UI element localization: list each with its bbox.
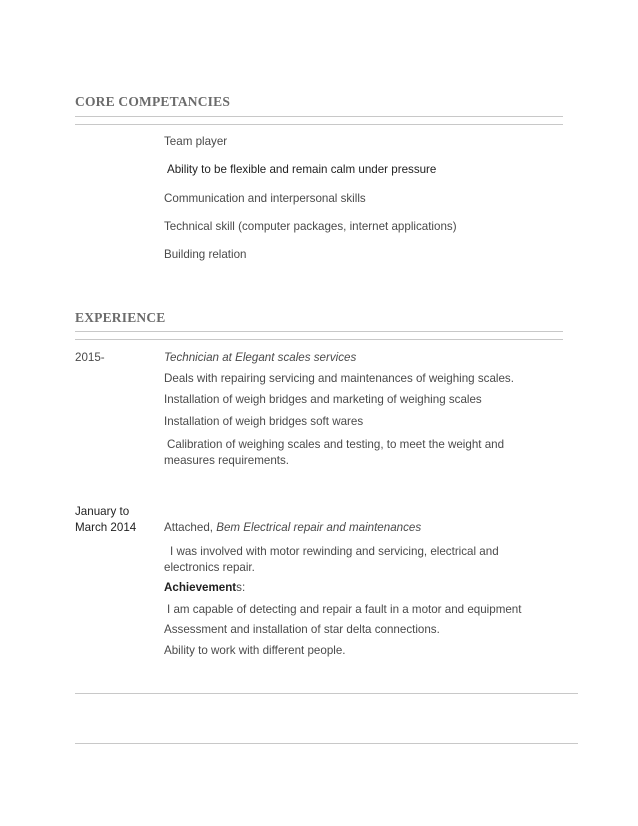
job-description: I was involved with motor rewinding and servicing, electrical and electronics repair. bbox=[164, 545, 499, 574]
job-title: Technician at Elegant scales services bbox=[164, 351, 357, 364]
achievement-item: Ability to work with different people. bbox=[164, 644, 346, 657]
section-divider bbox=[75, 116, 563, 117]
section-divider bbox=[75, 331, 563, 332]
section-divider bbox=[75, 124, 563, 125]
achievement-item: Assessment and installation of star delta connections. bbox=[164, 623, 440, 636]
achievements-label-bold: Achievement bbox=[164, 581, 237, 594]
job-date: 2015- bbox=[75, 351, 105, 364]
section-divider bbox=[75, 693, 578, 694]
competency-item: Communication and interpersonal skills bbox=[164, 192, 366, 205]
achievements-label bbox=[164, 581, 245, 594]
job-duty: Installation of weigh bridges soft wares bbox=[164, 415, 364, 428]
competency-item: Ability to be flexible and remain calm under pressure bbox=[167, 163, 437, 176]
job-duty: Installation of weigh bridges and marketing of weighing scales bbox=[164, 393, 482, 406]
achievement-item: I am capable of detecting and repair a fault in a motor and equipment bbox=[167, 603, 522, 616]
section-divider bbox=[75, 339, 563, 340]
job-duty: Calibration of weighing scales and testing, to meet the weight and measures requirements. bbox=[164, 438, 505, 467]
job-duty: Deals with repairing servicing and maintenances of weighing scales. bbox=[164, 372, 514, 385]
job-title bbox=[164, 521, 421, 534]
job-title-employer: Bem Electrical repair and maintenances bbox=[216, 521, 422, 534]
experience-heading: EXPERIENCE bbox=[75, 310, 166, 325]
competency-item: Technical skill (computer packages, internet applications) bbox=[164, 220, 457, 233]
job-title-prefix: Attached, bbox=[164, 521, 217, 534]
achievements-label-tail: s: bbox=[236, 581, 246, 594]
competency-item: Building relation bbox=[164, 248, 247, 261]
section-divider bbox=[75, 743, 578, 744]
job-date: January to bbox=[75, 505, 130, 518]
core-competencies-heading: CORE COMPETANCIES bbox=[75, 94, 231, 109]
competency-item: Team player bbox=[164, 135, 228, 148]
job-date: March 2014 bbox=[75, 521, 137, 534]
